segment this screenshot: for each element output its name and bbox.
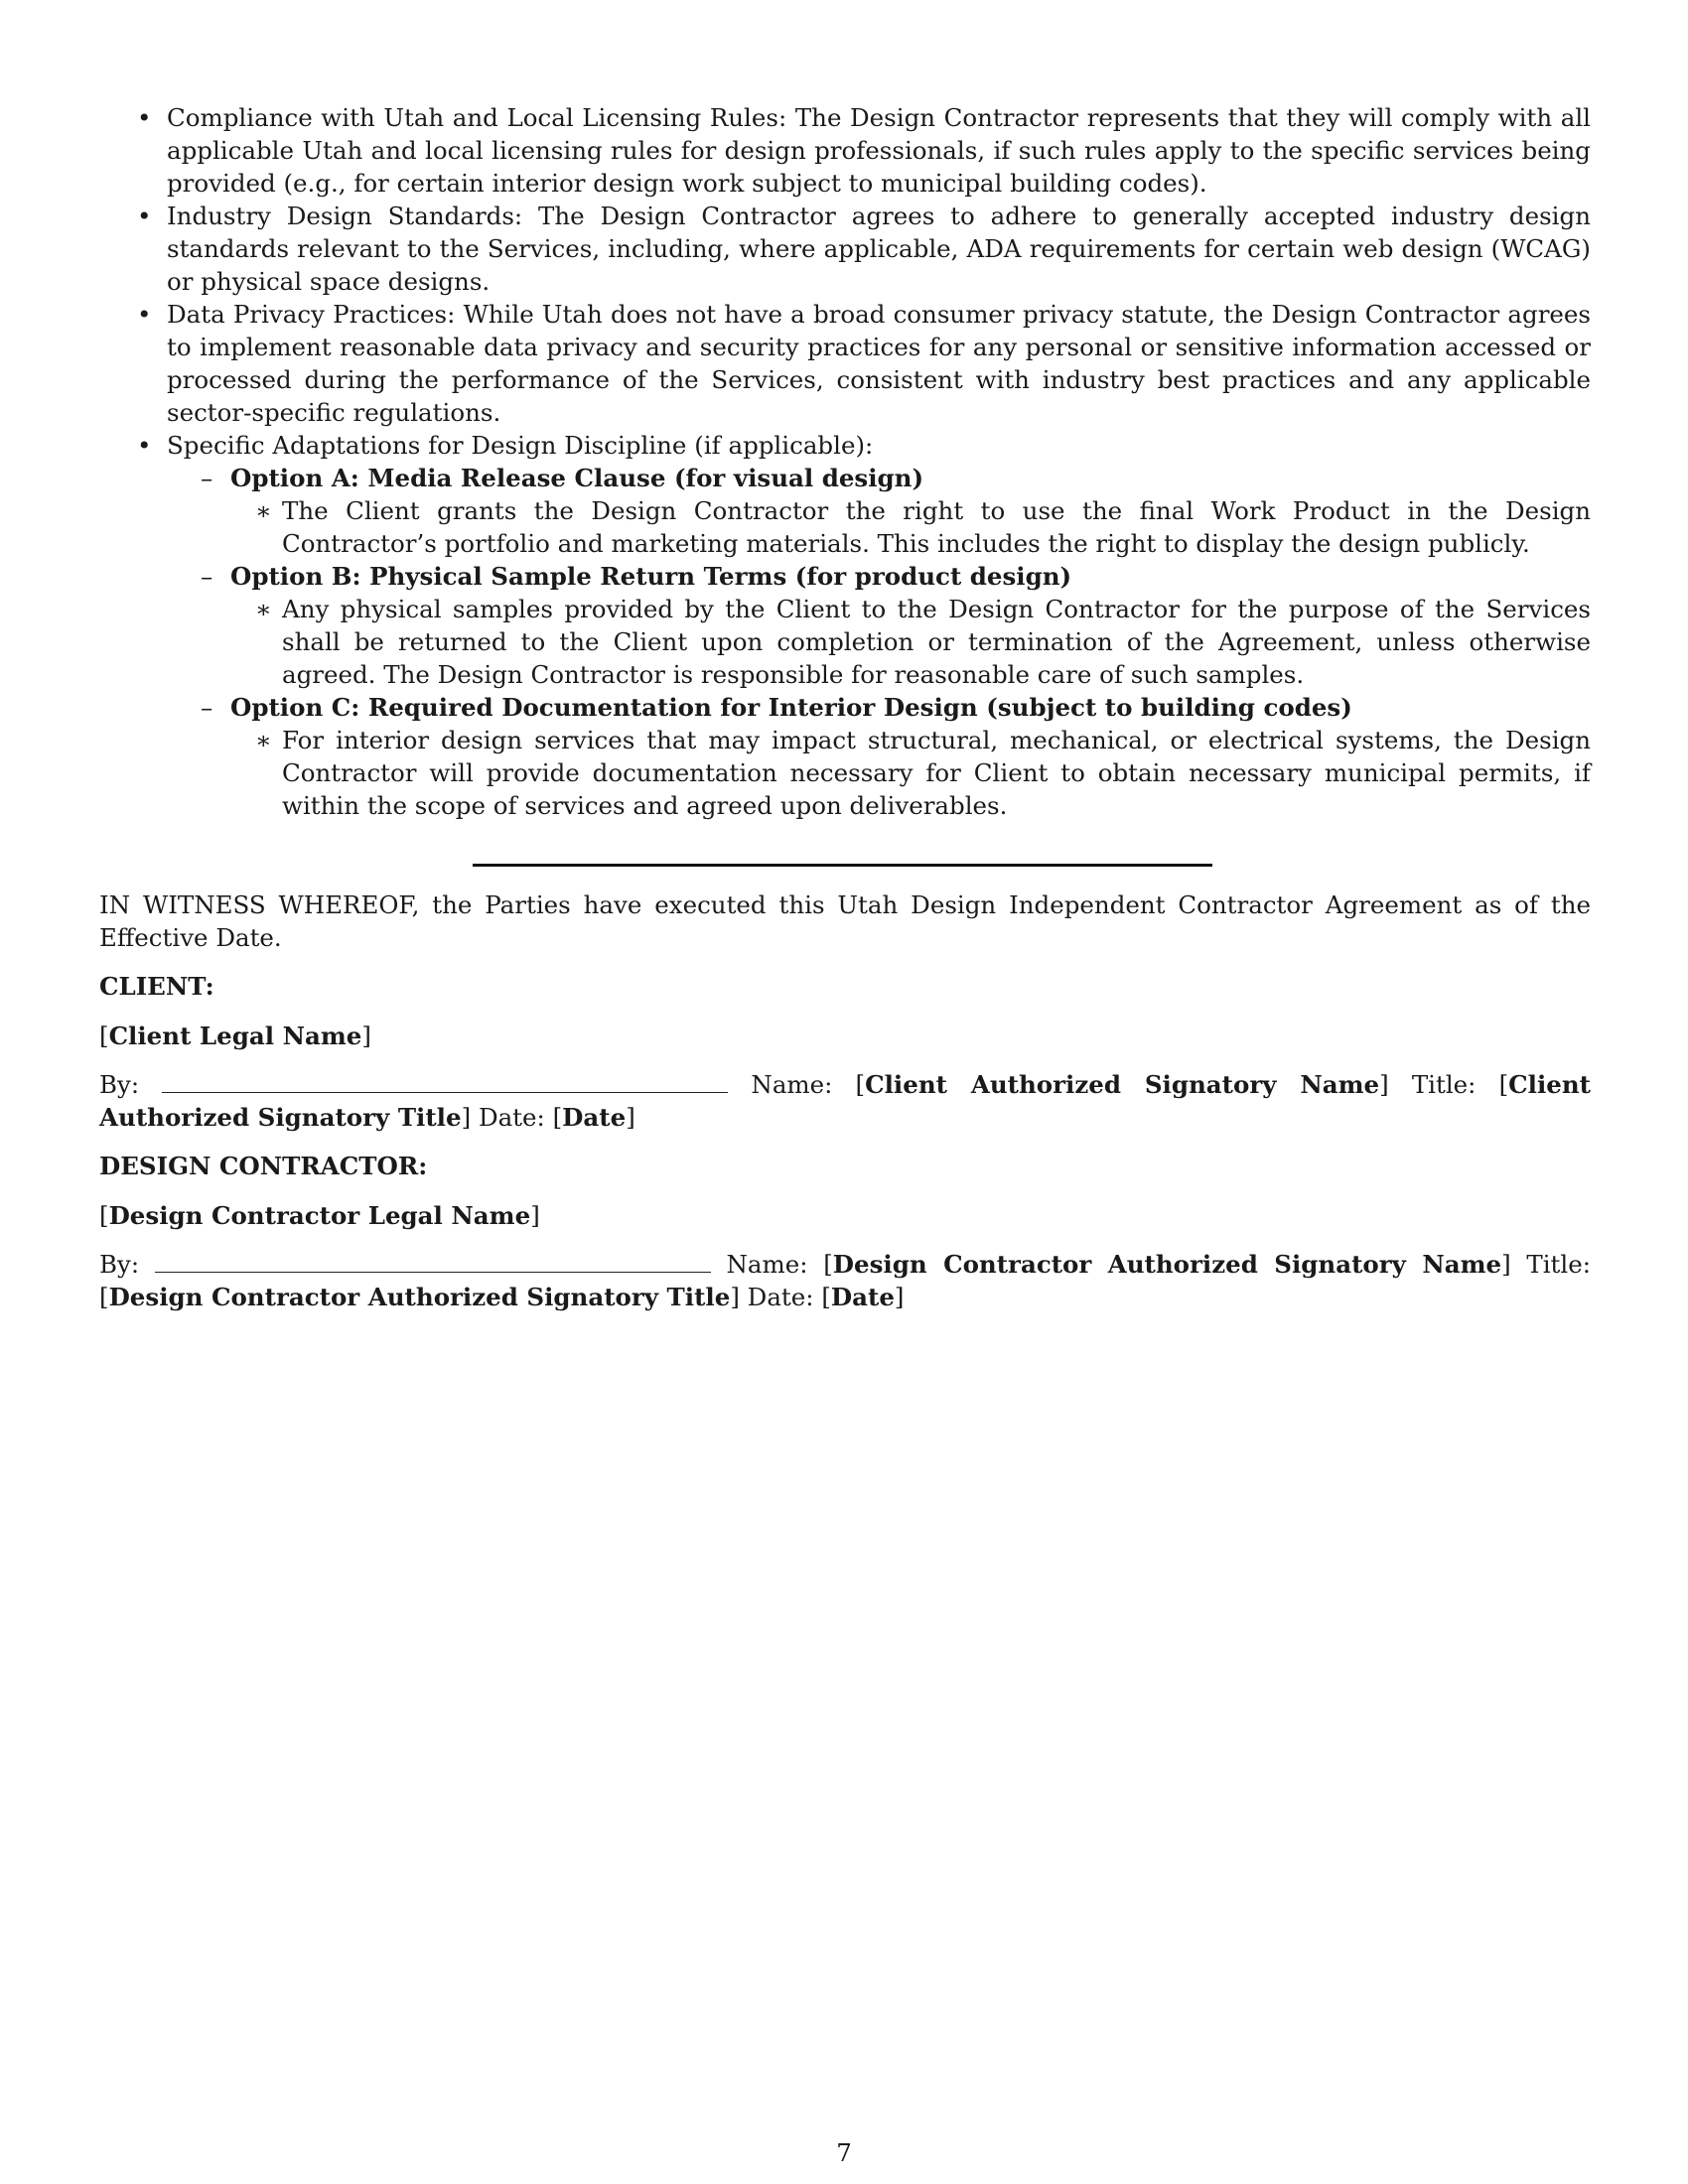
- name-label: Name:: [751, 1070, 833, 1099]
- requirements-list: [99, 101, 1591, 462]
- client-signatory-name: Client Authorized Signatory Name: [865, 1070, 1380, 1099]
- bullet-text: Industry Design Standards: The Design Contractor agrees to adhere to generally accepted industry design standards relevant to the Services, including, where applicable, ADA requirements for certain web design (WCAG) or physical space designs.: [167, 202, 1591, 296]
- name-label: Name:: [726, 1250, 808, 1279]
- date-label: Date:: [747, 1283, 814, 1311]
- by-label: By:: [99, 1250, 140, 1279]
- client-signature-line[interactable]: [162, 1072, 728, 1093]
- list-item: [99, 200, 1591, 298]
- list-item: [99, 101, 1591, 200]
- client-signature-block: By: Name: [Client Authorized Signatory Name] Title: [Client Authorized Signatory Title] Date: [Date]: [99, 1070, 1591, 1132]
- contractor-signature-block: By: Name: [Design Contractor Authorized Signatory Name] Title: [Design Contractor Authorized Signatory Title] Date: [Date]: [99, 1250, 1591, 1311]
- contractor-heading: DESIGN CONTRACTOR:: [99, 1152, 428, 1180]
- option-b-detail: [201, 593, 1591, 691]
- option-c-detail: [201, 724, 1591, 822]
- page-number: 7: [836, 2138, 852, 2167]
- bullet-text: Compliance with Utah and Local Licensing Rules: The Design Contractor represents that they will comply with all applicable Utah and local licensing rules for design professionals, if such rules apply to the specific services being provided (e.g., for certain interior design work subject to municipal building codes).: [167, 103, 1591, 198]
- contractor-signature-line[interactable]: [155, 1252, 711, 1273]
- client-date: Date: [562, 1103, 627, 1132]
- client-legal-name: [Client Legal Name]: [99, 1022, 371, 1050]
- option-a-detail: [201, 494, 1591, 560]
- option-title: Option A: Media Release Clause (for visual design): [230, 464, 924, 492]
- document-body: [99, 101, 1591, 1313]
- contractor-legal-name-text: Design Contractor Legal Name: [108, 1201, 531, 1230]
- option-text: Any physical samples provided by the Client to the Design Contractor for the purpose of the Services shall be returned to the Client upon completion or termination of the Agreement, unless otherwise agreed. The Design Contractor is responsible for reasonable care of such samples.: [282, 595, 1591, 689]
- option-b: [201, 560, 1591, 593]
- list-item: [99, 429, 1591, 462]
- by-label: By:: [99, 1070, 140, 1099]
- dash-marker: –: [201, 562, 213, 591]
- date-label: Date:: [478, 1103, 545, 1132]
- contractor-legal-name: [Design Contractor Legal Name]: [99, 1201, 540, 1230]
- option-title: Option B: Physical Sample Return Terms (for product design): [230, 562, 1072, 591]
- asterisk-marker: ∗: [255, 496, 272, 525]
- option-c: [201, 691, 1591, 724]
- discipline-options: [99, 462, 1591, 822]
- option-a: [201, 462, 1591, 494]
- option-title: Option C: Required Documentation for Interior Design (subject to building codes): [230, 693, 1352, 722]
- asterisk-marker: ∗: [255, 595, 272, 623]
- option-text: The Client grants the Design Contractor the right to use the final Work Product in the Design Contractor’s portfolio and marketing materials. This includes the right to display the design publicly.: [282, 496, 1591, 558]
- dash-marker: –: [201, 693, 213, 722]
- bullet-text: Data Privacy Practices: While Utah does not have a broad consumer privacy statute, the Design Contractor agrees to implement reasonable data privacy and security practices for any personal or sensitive information accessed or processed during the performance of the Services, consistent with industry best practices and any applicable sector-specific regulations.: [167, 300, 1591, 427]
- section-divider: [473, 864, 1212, 867]
- list-item: [99, 298, 1591, 429]
- client-signatory-title: Client Authorized Signatory Title: [99, 1070, 1591, 1132]
- contractor-signatory-name: Design Contractor Authorized Signatory Name: [832, 1250, 1502, 1279]
- contractor-signatory-title: Design Contractor Authorized Signatory Title: [108, 1283, 731, 1311]
- option-text: For interior design services that may impact structural, mechanical, or electrical systems, the Design Contractor will provide documentation necessary for Client to obtain necessary municipal permits, if within the scope of services and agreed upon deliverables.: [282, 726, 1591, 820]
- bullet-text: Specific Adaptations for Design Discipline (if applicable):: [167, 431, 874, 460]
- asterisk-marker: ∗: [255, 726, 272, 754]
- contractor-date: Date: [830, 1283, 895, 1311]
- title-label: Title:: [1526, 1250, 1591, 1279]
- client-legal-name-text: Client Legal Name: [108, 1022, 362, 1050]
- title-label: Title:: [1411, 1070, 1477, 1099]
- witness-clause: IN WITNESS WHEREOF, the Parties have executed this Utah Design Independent Contractor Agreement as of the Effective Date.: [99, 890, 1591, 952]
- dash-marker: –: [201, 464, 213, 492]
- client-heading: CLIENT:: [99, 972, 214, 1001]
